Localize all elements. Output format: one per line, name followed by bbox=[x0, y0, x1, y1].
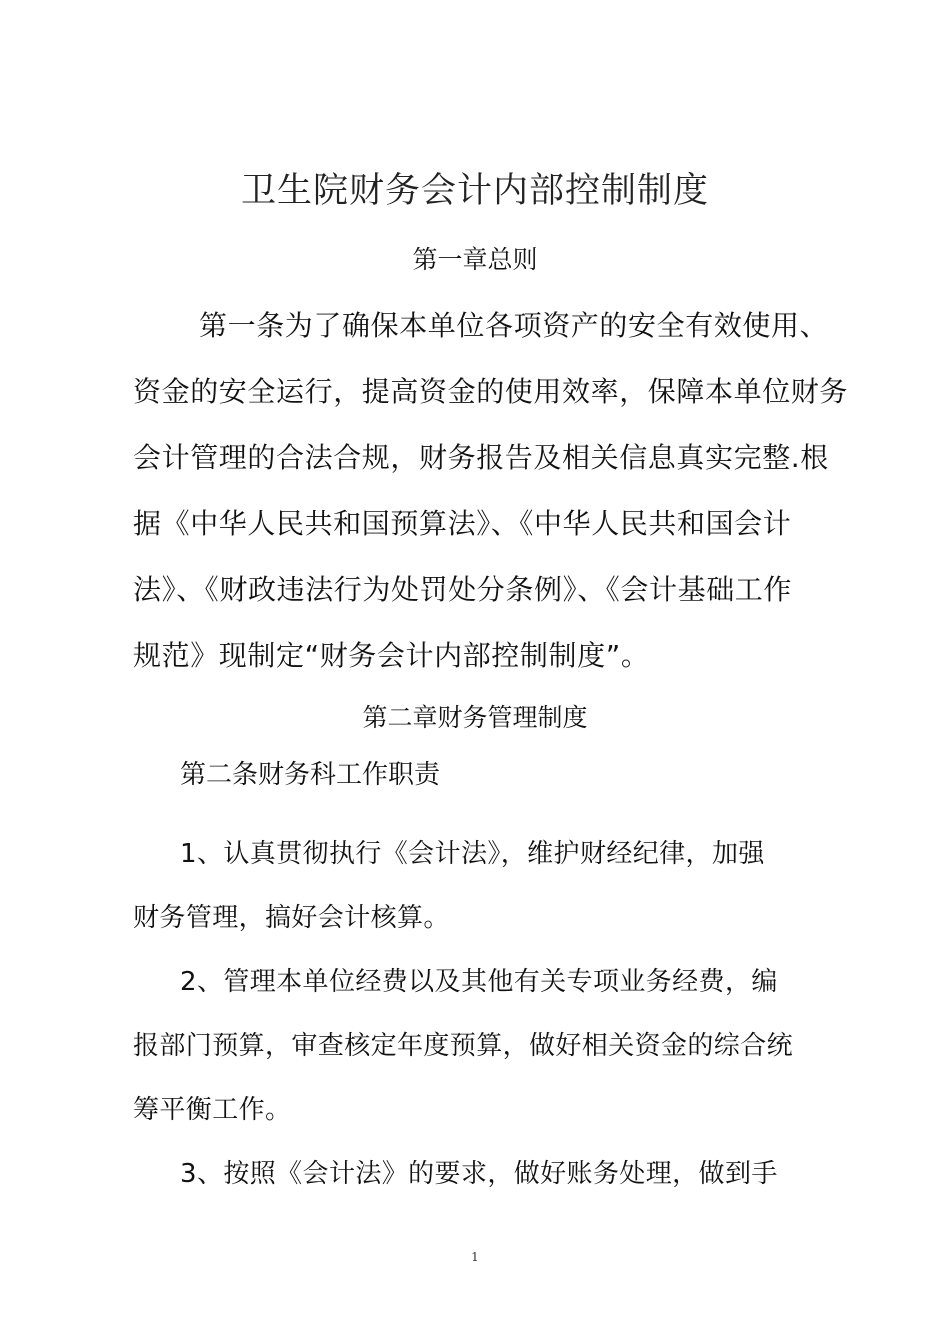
page-number: 1 bbox=[471, 1250, 479, 1264]
duty-line: 3、按照《会计法》的要求，做好账务处理，做到手 bbox=[180, 1159, 778, 1189]
duty-item-3 bbox=[133, 1142, 833, 1206]
duties-list bbox=[133, 822, 833, 1206]
duty-item-2 bbox=[133, 950, 833, 1142]
document-title: 卫生院财务会计内部控制制度 bbox=[240, 171, 709, 211]
article-1-line: 资金的安全运行，提高资金的使用效率，保障本单位财务 bbox=[133, 375, 849, 408]
article-1-line: 法》、《财政违法行为处罚处分条例》、《会计基础工作 bbox=[133, 573, 793, 606]
article-2-heading: 第二条财务科工作职责 bbox=[180, 760, 441, 790]
article-1-line: 会计管理的合法合规，财务报告及相关信息真实完整.根 bbox=[133, 441, 829, 474]
article-1-line: 规范》现制定“财务会计内部控制制度”。 bbox=[133, 639, 650, 672]
duty-line: 筹平衡工作。 bbox=[133, 1095, 292, 1125]
duty-line: 1、认真贯彻执行《会计法》，维护财经纪律，加强 bbox=[180, 839, 765, 869]
article-1-line: 第一条为了确保本单位各项资产的安全有效使用、 bbox=[199, 309, 829, 342]
duty-line: 2、管理本单位经费以及其他有关专项业务经费，编 bbox=[180, 967, 778, 997]
article-1-paragraph bbox=[133, 293, 849, 689]
chapter-2-heading: 第二章财务管理制度 bbox=[362, 703, 588, 732]
chapter-1-heading: 第一章总则 bbox=[412, 245, 538, 274]
article-1-line: 据《中华人民共和国预算法》、《中华人民共和国会计 bbox=[133, 507, 792, 540]
duty-item-1 bbox=[133, 822, 833, 950]
duty-line: 报部门预算，审查核定年度预算，做好相关资金的综合统 bbox=[133, 1031, 794, 1061]
duty-line: 财务管理，搞好会计核算。 bbox=[133, 903, 450, 933]
